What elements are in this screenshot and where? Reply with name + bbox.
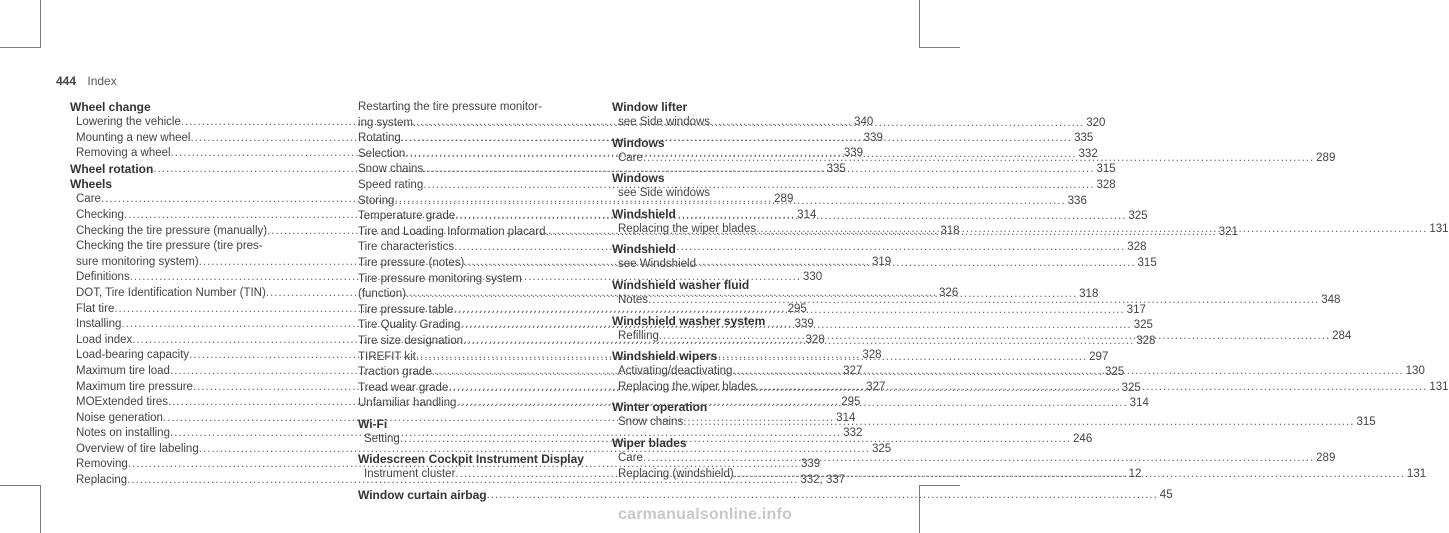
- index-heading: Wheels: [70, 177, 113, 192]
- entry-label: Tire size designation: [358, 334, 464, 347]
- leader-dots: [683, 415, 1354, 431]
- crop-mark: [0, 47, 40, 48]
- page-reference: 289: [1316, 451, 1336, 464]
- page-reference: 328: [1096, 178, 1116, 191]
- index-heading: Wi-Fi: [358, 416, 388, 431]
- entry-label: Storing: [358, 194, 395, 207]
- index-heading: Wiper blades: [612, 435, 687, 450]
- entry-label: Removing: [76, 458, 128, 471]
- page-reference: 325: [1133, 319, 1153, 332]
- page-reference: 131: [1429, 222, 1449, 235]
- entry-label: Window curtain airbag: [358, 488, 487, 503]
- entry-label: Temperature grade: [358, 210, 456, 223]
- entry-label: DOT, Tire Identification Number (TIN): [76, 286, 266, 299]
- page-reference: 326: [939, 286, 959, 299]
- entry-label: ing system: [358, 116, 413, 129]
- entry-label: Selection: [358, 147, 406, 160]
- page-reference: 325: [1128, 210, 1148, 223]
- entry-label: Tire Quality Grading: [358, 319, 461, 332]
- page-reference: 315: [1356, 416, 1376, 429]
- index-heading: Windshield: [612, 242, 676, 257]
- entry-label: Refilling: [618, 329, 659, 342]
- page-reference: 332: [843, 427, 863, 440]
- page-reference: 297: [1089, 350, 1109, 363]
- page-reference: 315: [1137, 256, 1157, 269]
- index-subentry-text: Checking the tire pressure (tire pres-: [76, 240, 263, 253]
- entry-label: Tire characteristics: [358, 241, 455, 254]
- page-reference: 45: [1159, 489, 1173, 502]
- page-reference: 295: [841, 396, 861, 409]
- entry-label: Speed rating: [358, 178, 424, 191]
- index-heading: Windshield wipers: [612, 349, 718, 364]
- page-title: Index: [87, 74, 117, 88]
- crop-mark: [40, 0, 41, 48]
- index-heading: Windshield washer fluid: [612, 277, 750, 292]
- entry-label: (function): [358, 288, 406, 301]
- index-heading: Windows: [612, 171, 665, 186]
- leader-dots: [734, 467, 1405, 483]
- leader-dots: [756, 380, 1427, 396]
- page-reference: 348: [1321, 293, 1341, 306]
- crop-mark: [919, 0, 920, 48]
- crop-mark: [40, 485, 41, 533]
- page-reference: 314: [797, 208, 817, 221]
- entry-label: Unfamiliar handling: [358, 397, 457, 410]
- page-reference: 335: [1074, 132, 1094, 145]
- page-reference: 315: [1096, 163, 1116, 176]
- entry-label: Care: [618, 151, 643, 164]
- index-subentry: [612, 451, 1336, 467]
- entry-label: Replacing the wiper blades: [618, 380, 757, 393]
- entry-label: Checking the tire pressure (manually): [76, 224, 268, 237]
- page-reference: 246: [1073, 432, 1093, 445]
- entry-label: Instrument cluster: [364, 468, 456, 481]
- page-reference: 339: [843, 147, 864, 160]
- page-reference: 339: [801, 458, 821, 471]
- entry-label: Checking: [76, 208, 124, 221]
- page-reference: 339: [863, 131, 883, 144]
- page-reference: 328: [1127, 241, 1147, 254]
- page-reference: 336: [1067, 194, 1087, 207]
- leader-dots: [659, 329, 1330, 345]
- entry-label: Replacing (windshield): [618, 467, 734, 480]
- index-subentry-text: see Side windows: [618, 187, 711, 200]
- page-reference: 289: [774, 193, 794, 206]
- crop-mark: [0, 485, 40, 486]
- page-reference: 320: [1086, 116, 1106, 129]
- entry-label: Replacing the wiper blades: [618, 222, 757, 235]
- index-heading: Widescreen Cockpit Instrument Display: [358, 452, 584, 467]
- page-reference: 327: [843, 364, 863, 377]
- entry-label: Mounting a new wheel: [76, 131, 191, 144]
- page-reference: 317: [1126, 303, 1146, 316]
- page-reference: 318: [1079, 288, 1099, 301]
- index-heading: Windows: [612, 135, 665, 150]
- entry-label: Noise generation: [76, 411, 163, 424]
- entry-label: Replacing: [76, 474, 128, 487]
- page-reference: 131: [1406, 467, 1427, 480]
- entry-label: Maximum tire load: [76, 364, 170, 377]
- entry-label: Traction grade: [358, 366, 432, 379]
- entry-label: Installing: [76, 318, 122, 331]
- index-subentry-text: Tire pressure monitoring system: [358, 272, 522, 285]
- entry-label: Care: [76, 193, 101, 206]
- page-reference: 330: [802, 271, 823, 284]
- page-reference: 131: [1429, 380, 1449, 393]
- entry-label: Snow chains: [618, 416, 684, 429]
- leader-dots: [643, 451, 1314, 467]
- entry-label: Setting: [364, 432, 400, 445]
- page-reference: 284: [1332, 329, 1352, 342]
- index-heading: Winter operation: [612, 400, 708, 415]
- index-subentry: [612, 415, 1376, 431]
- index-heading-entry: [358, 488, 1173, 504]
- entry-label: Notes on installing: [76, 427, 170, 440]
- crop-mark: [920, 485, 960, 486]
- index-subentry-text: see Side windows: [618, 116, 711, 128]
- page-reference: 12: [1128, 468, 1142, 481]
- entry-label: Activating/deactivating: [618, 365, 733, 378]
- entry-label: Tire pressure table: [358, 303, 454, 316]
- entry-label: Care: [618, 451, 643, 464]
- entry-label: Notes: [618, 293, 649, 306]
- page-reference: 321: [1218, 225, 1238, 238]
- index-heading: Wheel change: [70, 100, 151, 114]
- page-reference: 314: [1129, 397, 1149, 410]
- watermark: carmanualsonline.info: [618, 506, 793, 523]
- page-reference: 318: [940, 224, 960, 237]
- page-reference: 314: [836, 411, 856, 424]
- page-reference: 335: [826, 162, 846, 175]
- entry-label: Tread wear grade: [358, 381, 449, 394]
- entry-label: Wheel rotation: [70, 161, 154, 176]
- index-heading: Window lifter: [612, 100, 688, 114]
- page-reference: 340: [854, 116, 874, 128]
- entry-label: TIREFIT kit: [358, 350, 416, 363]
- index-heading: Windshield: [612, 206, 676, 221]
- entry-label: Load index: [76, 333, 133, 346]
- page-reference: 295: [787, 302, 807, 315]
- page-reference: 327: [866, 380, 886, 393]
- page-reference: 328: [862, 349, 882, 362]
- page-reference: 325: [1121, 381, 1141, 394]
- page-reference: 325: [1104, 366, 1125, 379]
- entry-label: Removing a wheel: [76, 147, 171, 160]
- page-reference: 130: [1405, 365, 1425, 378]
- entry-label: sure monitoring system): [76, 255, 199, 268]
- page-number: 444: [56, 74, 77, 88]
- page-reference: 325: [871, 442, 892, 455]
- page-reference: 319: [871, 255, 892, 268]
- leader-dots: [756, 222, 1427, 238]
- entry-label: Lowering the vehicle: [76, 116, 181, 128]
- leader-dots: [643, 151, 1314, 167]
- entry-label: Overview of tire labeling: [76, 442, 199, 455]
- entry-label: Tire pressure (notes): [358, 256, 465, 269]
- entry-label: Rotating: [358, 132, 401, 145]
- entry-label: Tire and Loading Information placard: [358, 225, 546, 238]
- page-reference: 328: [1136, 334, 1156, 347]
- entry-label: Snow chains: [358, 163, 424, 176]
- leader-dots: [648, 293, 1319, 309]
- page-reference: 339: [794, 318, 814, 331]
- leader-dots: [487, 488, 1158, 504]
- page-reference: 328: [805, 333, 825, 346]
- entry-label: Definitions: [76, 271, 130, 284]
- index-heading: Windshield washer system: [612, 313, 766, 328]
- entry-label: Maximum tire pressure: [76, 380, 193, 393]
- entry-label: MOExtended tires: [76, 396, 169, 409]
- page-reference: 332, 337: [800, 474, 846, 487]
- page-header: [56, 74, 117, 88]
- entry-label: Flat tire: [76, 302, 115, 315]
- index-subentry-text: Restarting the tire pressure monitor-: [358, 101, 543, 113]
- page-reference: 289: [1316, 151, 1336, 164]
- entry-label: Load-bearing capacity: [76, 349, 190, 362]
- leader-dots: [732, 364, 1403, 380]
- crop-mark: [920, 47, 960, 48]
- page-reference: 332: [1078, 147, 1098, 160]
- index-subentry-text: see Windshield: [618, 258, 696, 271]
